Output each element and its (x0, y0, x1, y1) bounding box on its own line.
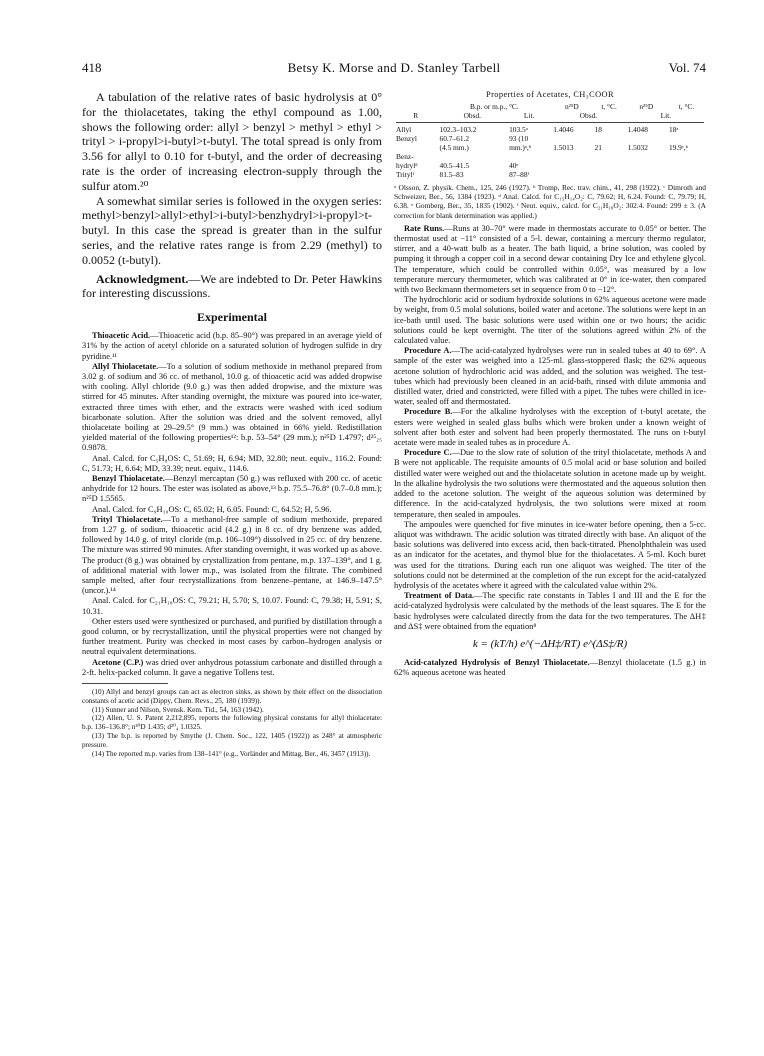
footnote-rule (82, 683, 168, 684)
bp-header: B.p. or m.p., °C. (469, 102, 519, 111)
table-notes: ᵃ Olsson, Z. physik. Chem., 125, 246 (1927). ᵇ Tromp, Rec. trav. chim., 41, 298 (1922). ᶜ Dimroth and Schweizer, Ber., 56, 1384 (1923). ᵈ Anal. Calcd. for C₁₅H₁₄O₂: C, 79.62; H, 6.24. Found: C, 79.79; H, 6.38. ᵉ Gomberg, Ber., 35, 1835 (1902). ᶠ Neut. equiv., calcd. for C₂₁H₁₈O₂: 302.4. Found: 299 ± 3. (A correction for blank determination was applied.) (394, 183, 706, 220)
running-authors: Betsy K. Morse and D. Stanley Tarbell (287, 60, 501, 75)
table-cell-t1 (593, 170, 626, 179)
table-cell-nd1 (551, 170, 592, 179)
table-cell-obsd: 102.3–103.2 (439, 125, 477, 134)
table-cell-nd2 (626, 152, 667, 161)
rate-equation: k = (kT/h) e^(−ΔH‡/RT) e^(ΔS‡/R) (472, 637, 628, 650)
rate-runs-paragraph (394, 224, 706, 295)
t-header-2: t, °C. (678, 102, 695, 111)
benzyl-thiolacetate-heading: Benzyl Thiolacetate. (92, 474, 165, 483)
table-cell-r: Allyl (396, 125, 412, 134)
table-row (394, 170, 706, 179)
footnotes (82, 688, 382, 758)
table-cell-lit: mm.)ᵃ,ᵇ (509, 143, 532, 152)
table-cell-t2: 19.9ᶜ,ᵇ (668, 143, 688, 152)
footnote: (11) Sunner and Nilson, Svensk. Kem. Tid., 54, 163 (1942). (92, 705, 264, 714)
intro-paragraph-1: A tabulation of the relative rates of basic hydrolysis at 0° for the thiolacetates, taking the ethyl compound as 1.00, shows the following order: allyl > benzyl > methyl > ethyl > trityl > i-propyl>i-butyl>t-butyl. The total spread is only from 3.56 for allyl to 0.10 for t-butyl, and the order of decreasing rate is the order of increasing electron-supply through the sulfur atom.²⁰ (82, 90, 382, 193)
benzyl-hydrolysis-text: —Benzyl thiolacetate (1.5 g.) in 62% aqueous acetone was heated (394, 657, 706, 678)
table-row (394, 134, 706, 143)
table-row (394, 161, 706, 170)
table-cell-nd1: 1.4046 (553, 125, 574, 134)
table-cell-nd1: 1.5013 (553, 143, 574, 152)
table-subheader-row (394, 111, 706, 120)
volume-label: Vol. 74 (668, 60, 706, 75)
table-cell-t2 (667, 161, 706, 170)
procedure-a-heading: Procedure A. (404, 346, 452, 356)
table-cell-nd2 (626, 134, 667, 143)
allyl-thiolacetate-heading: Allyl Thiolacetate. (92, 361, 159, 371)
trityl-thiolacetate-text: —To a methanol-free sample of sodium methoxide, prepared from 1.27 g. of sodium, thioacetic acid (4.2 g.) in 8 cc. of dry benzene was added, followed by 14.0 g. of trityl cloride (m.p. 106–109°) dissolved in 25 cc. of dry benzene. The mixture was stirred 90 minutes. After standing overnight, it was worked up as above. The product (8 g.) was obtained by crystallization from pentane, m.p. 137–139°, and 1 g. of additional material with lower m.p., was isolated from the filtrate. The combined sample melted, after four recrystallizations from benzene–pentane, at 146.9–147.5° (uncor.).¹⁴ (82, 514, 382, 596)
procedure-a-text: —The acid-catalyzed hydrolyses were run in sealed tubes at 40 to 69°. A sample of the ester was weighed into a 125-ml. glass-stoppered flask; the 62% aqueous acetone solution of hydrochloric acid was added, and the solution was weighed. The test-tubes which had previously been cleaned in an acid-bath, rinsed with dilute ammonia and distilled water, dried and constricted, were filled with a pipet. The tubes were chilled in ice-water, sealed off and thermostated. (394, 346, 706, 407)
obsd-header-2: Obsd. (579, 111, 598, 120)
table-cell-nd1 (551, 161, 592, 170)
table-cell-nd1 (551, 134, 592, 143)
table-cell-nd2 (626, 161, 667, 170)
table-body (394, 125, 706, 179)
table-cell-r: Tritylᶠ (396, 170, 415, 179)
table-cell-t1 (593, 161, 626, 170)
table-cell-t2 (667, 152, 706, 161)
procedure-a-paragraph (394, 346, 706, 407)
table-cell-lit: 93 (10 (509, 134, 529, 143)
acknowledgment-text: —We are indebted to Dr. Peter Hawkins for interesting discussions. (82, 271, 382, 301)
thioacetic-acid-text: —Thioacetic acid (b.p. 85–90°) was prepared in an average yield of 31% by the action of acetyl chloride on a saturated solution of hydrogen sulfide in dry pyridine.¹¹ (82, 331, 382, 361)
experimental-heading: Experimental (197, 310, 267, 325)
table-cell-obsd: 60.7–61.2 (439, 134, 470, 143)
footnote: (14) The reported m.p. varies from 138–141° (e.g., Vorländer and Mittag, Ber., 46, 3457 (1913)). (92, 749, 371, 758)
trityl-thiolacetate-paragraph (82, 515, 382, 597)
table-cell-nd2: 1.4048 (627, 125, 648, 134)
table-cell-lit (507, 152, 551, 161)
table-cell-t2 (667, 170, 706, 179)
treatment-heading: Treatment of Data. (404, 591, 475, 601)
procedure-b-heading: Procedure B. (404, 407, 453, 417)
rate-runs-heading: Rate Runs. (404, 223, 445, 233)
page-number: 418 (82, 60, 102, 75)
thioacetic-acid-heading: Thioacetic Acid. (92, 331, 151, 341)
ampoules-paragraph: The ampoules were quenched for five minutes in ice-water before opening, then a 5-cc. aliquot was withdrawn. The acidic solution was titrated directly with base. An aliquot of the basic solutions was delivered into excess acid, then back-titrated. Phenolphthalein was used as an indicator for the acetates, and thymol blue for the thiolacetates. A 5-ml. Koch buret was used for the titrations. During each run one aliquot was weighed. The titer of the solutions could not be determined at the completion of the run except for the acid-catalyzed hydrolysis of the acetates where it agreed with the calculated value within 2%. (394, 519, 706, 590)
acetates-table (394, 102, 706, 179)
footnote: (12) Allen, U. S. Patent 2,212,895, reports the following physical constants for allyl thiolacetate: b.p. 136–136.8°; n²⁰D 1.435; d²⁰₄ 1.0325. (82, 714, 382, 732)
table-cell-lit: 40ᵉ (509, 161, 519, 170)
benzyl-hydrolysis-paragraph (394, 658, 706, 678)
table-cell-r: Benzyl (396, 134, 417, 143)
table-cell-r (394, 143, 438, 152)
procedure-c-paragraph (394, 448, 706, 519)
acknowledgment (82, 272, 382, 302)
table-cell-nd2 (626, 170, 667, 179)
acetone-heading: Acetone (C.P.) (92, 657, 144, 667)
nd-header-1: n²⁵D (564, 102, 579, 111)
procedure-b-paragraph (394, 407, 706, 448)
nd-header-2: n²⁵D (639, 102, 654, 111)
thioacetic-acid-paragraph (82, 331, 382, 362)
table-row (394, 143, 706, 152)
other-esters-paragraph: Other esters used were synthesized or purchased, and purified by distillation through a good column, or by recrystallization, until the physical properties were not changed by further treatment. Purity was checked in most cases by carbon–hydrogen analysis or neutral equivalent determinations. (82, 616, 382, 657)
acetone-paragraph (82, 658, 382, 678)
t-header-1: t, °C. (601, 102, 617, 111)
table-cell-obsd: 81.5–83 (439, 170, 464, 179)
table-cell-obsd: 40.5–41.5 (439, 161, 470, 170)
table-cell-obsd: (4.5 mm.) (439, 143, 469, 152)
table-cell-nd1 (551, 152, 592, 161)
procedure-c-text: —Due to the slow rate of solution of the trityl thiolacetate, methods A and B were not applicable. The requisite amounts of 0.5 molal acid or base solution and boiled distilled water were weighed out and the thiolacetate solution in acetone made up by weight. In the alkaline hydrolysis the two solutions were thermostated and the aqueous solution then added to the acetone solution. The weight of the aqueous solution was determined by difference. In the acid-catalyzed hydrolysis, the two solutions were mixed at room temperature, then sealed in ampoules. (394, 448, 706, 519)
benzyl-thiolacetate-paragraph (82, 474, 382, 505)
r-header: R (413, 111, 419, 120)
benzyl-analysis: Anal. Calcd. for C₉H₁₀OS: C, 65.02; H, 6.05. Found: C, 64.52; H, 5.96. (92, 504, 332, 514)
trityl-thiolacetate-heading: Trityl Thiolacetate. (92, 514, 163, 524)
table-row (394, 152, 706, 161)
lit-header: Lit. (523, 111, 535, 120)
right-column (394, 90, 706, 678)
procedure-b-text: —For the alkaline hydrolyses with the exception of t-butyl acetate, the esters were weighed in sealed glass bulbs which were broken under a known weight of solvent after both ester and solvent had been properly thermostated. The runs on t-butyl acetate were made in sealed tubes as in procedure A. (394, 407, 706, 448)
intro-paragraph-2: A somewhat similar series is followed in the oxygen series: methyl>benzyl>allyl>ethyl>i-butyl>benzhydryl>i-propyl>t-butyl. In this case the spread is greater than in the sulfur series, and the relative rates range is from 2.29 (methyl) to 0.0052 (t-butyl). (82, 193, 382, 267)
table-cell-t2 (667, 134, 706, 143)
left-column (82, 90, 382, 758)
trityl-analysis: Anal. Calcd. for C₂₁H₁₈OS: C, 79.21; H, 5.70; S, 10.07. Found: C, 79.38; H, 5.91; S, 10.31. (82, 596, 382, 616)
benzyl-thiolacetate-text: —Benzyl mercaptan (50 g.) was refluxed with 200 cc. of acetic anhydride for 12 hours. The ester was isolated as above,¹³ b.p. 75.5–76.8° (0.7–0.8 mm.); n²⁵D 1.5565. (82, 474, 382, 504)
procedure-c-heading: Procedure C. (404, 448, 452, 458)
table-cell-t1: 21 (594, 143, 602, 152)
allyl-thiolacetate-paragraph (82, 362, 382, 454)
acetone-text: was dried over anhydrous potassium carbonate and distilled through a 2-ft. helix-packed column. It gave a negative Tollens test. (82, 657, 382, 677)
rate-runs-text: —Runs at 30–70° were made in thermostats accurate to 0.05° or better. The thermostat used at −11° consisted of a 5-l. dewar, containing a mercury thermo regulator, stirrer, and a 40-watt bulb as a heater. The bath liquid, a brine solution, was cooled by pumping it through a copper coil in a second dewar containing Dry Ice and ethylene glycol. The temperature, which could be controlled within 0.05°, was measured by a low temperature mercury thermometer, which was calibrated at 0° in ice-water, then compared with two Beckmann thermometers set in sequence from 0 to −12°. (394, 223, 706, 295)
treatment-text: —The specific rate constants in Tables I and III and the E for the acid-catalyzed hydrolysis were calculated by the methods of the least squares. The E for the basic hydrolyses were calculated directly from the data for the two temperatures. The ΔH‡ and ΔS‡ were obtained from the equation⁸ (394, 591, 706, 631)
table-cell-lit: 103.5ᵃ (509, 125, 528, 134)
table-cell-t1: 18 (594, 125, 602, 134)
acknowledgment-heading: Acknowledgment. (96, 271, 189, 286)
table-cell-r: hydrylᵈ (396, 161, 418, 170)
footnote: (13) The b.p. is reported by Smythe (J. Chem. Soc., 122, 1405 (1922)) as 248° at atmospheric pressure. (82, 732, 382, 749)
allyl-analysis: Anal. Calcd. for C₅H₈OS: C, 51.69; H, 6.94; MD, 32.80; neut. equiv., 116.2. Found: C, 51.73; H, 6.64; MD, 33.39; neut. equiv., 114.6. (82, 453, 382, 473)
table-cell-t2: 18ᵃ (668, 125, 679, 134)
table-cell-r: Benz- (396, 152, 414, 161)
page-header (82, 60, 706, 80)
benzyl-hydrolysis-heading: Acid-catalyzed Hydrolysis of Benzyl Thiolacetate. (404, 657, 590, 667)
table-cell-obsd (438, 152, 508, 161)
table-cell-t1 (593, 152, 626, 161)
table-cell-t1 (593, 134, 626, 143)
table-header-row (394, 102, 706, 111)
lit-header-2: Lit. (660, 111, 672, 120)
table-cell-lit: 87–88ᶠ (509, 170, 530, 179)
solutions-paragraph: The hydrochloric acid or sodium hydroxide solutions in 62% aqueous acetone were made by weight, from 0.5 molal solutions, boiled water and acetone. The solutions were kept in an ice-bath until used. The basic solutions were used within one or two hours; the acidic solutions could be kept overnight. The titer of the solutions agreed within 2% of the calculated value. (394, 295, 706, 346)
obsd-header: Obsd. (463, 111, 482, 120)
treatment-paragraph (394, 591, 706, 632)
table-row (394, 125, 706, 134)
table-title: Properties of Acetates, CH₃COOR (486, 90, 614, 99)
footnote: (10) Allyl and benzyl groups can act as electron sinks, as shown by their effect on the dissociation constants of acetic acid (Dippy, Chem. Revs., 25, 180 (1939)). (82, 688, 382, 705)
allyl-thiolacetate-text: —To a solution of sodium methoxide in methanol prepared from 3.02 g. of sodium and 36 cc. of methanol, 10.0 g. of thioacetic acid was added dropwise with cooling. Allyl chloride (9.0 g.) was then added dropwise, and the mixture was stirred for 45 minutes. After standing overnight, the mixture was poured into ice-water, extracted three times with ether, and the extracts were washed with iced sodium bicarbonate solution. After the solution was dried and the solvent removed, allyl thiolacetate boiling at 29–29.5° (9 mm.) was obtained in 66% yield. Redistillation yielded material of the following properties¹²: b.p. 53–54° (29 mm.); n²⁵D 1.4797; d²⁵₂₅ 0.9878. (82, 361, 382, 453)
table-cell-nd2: 1.5032 (627, 143, 648, 152)
